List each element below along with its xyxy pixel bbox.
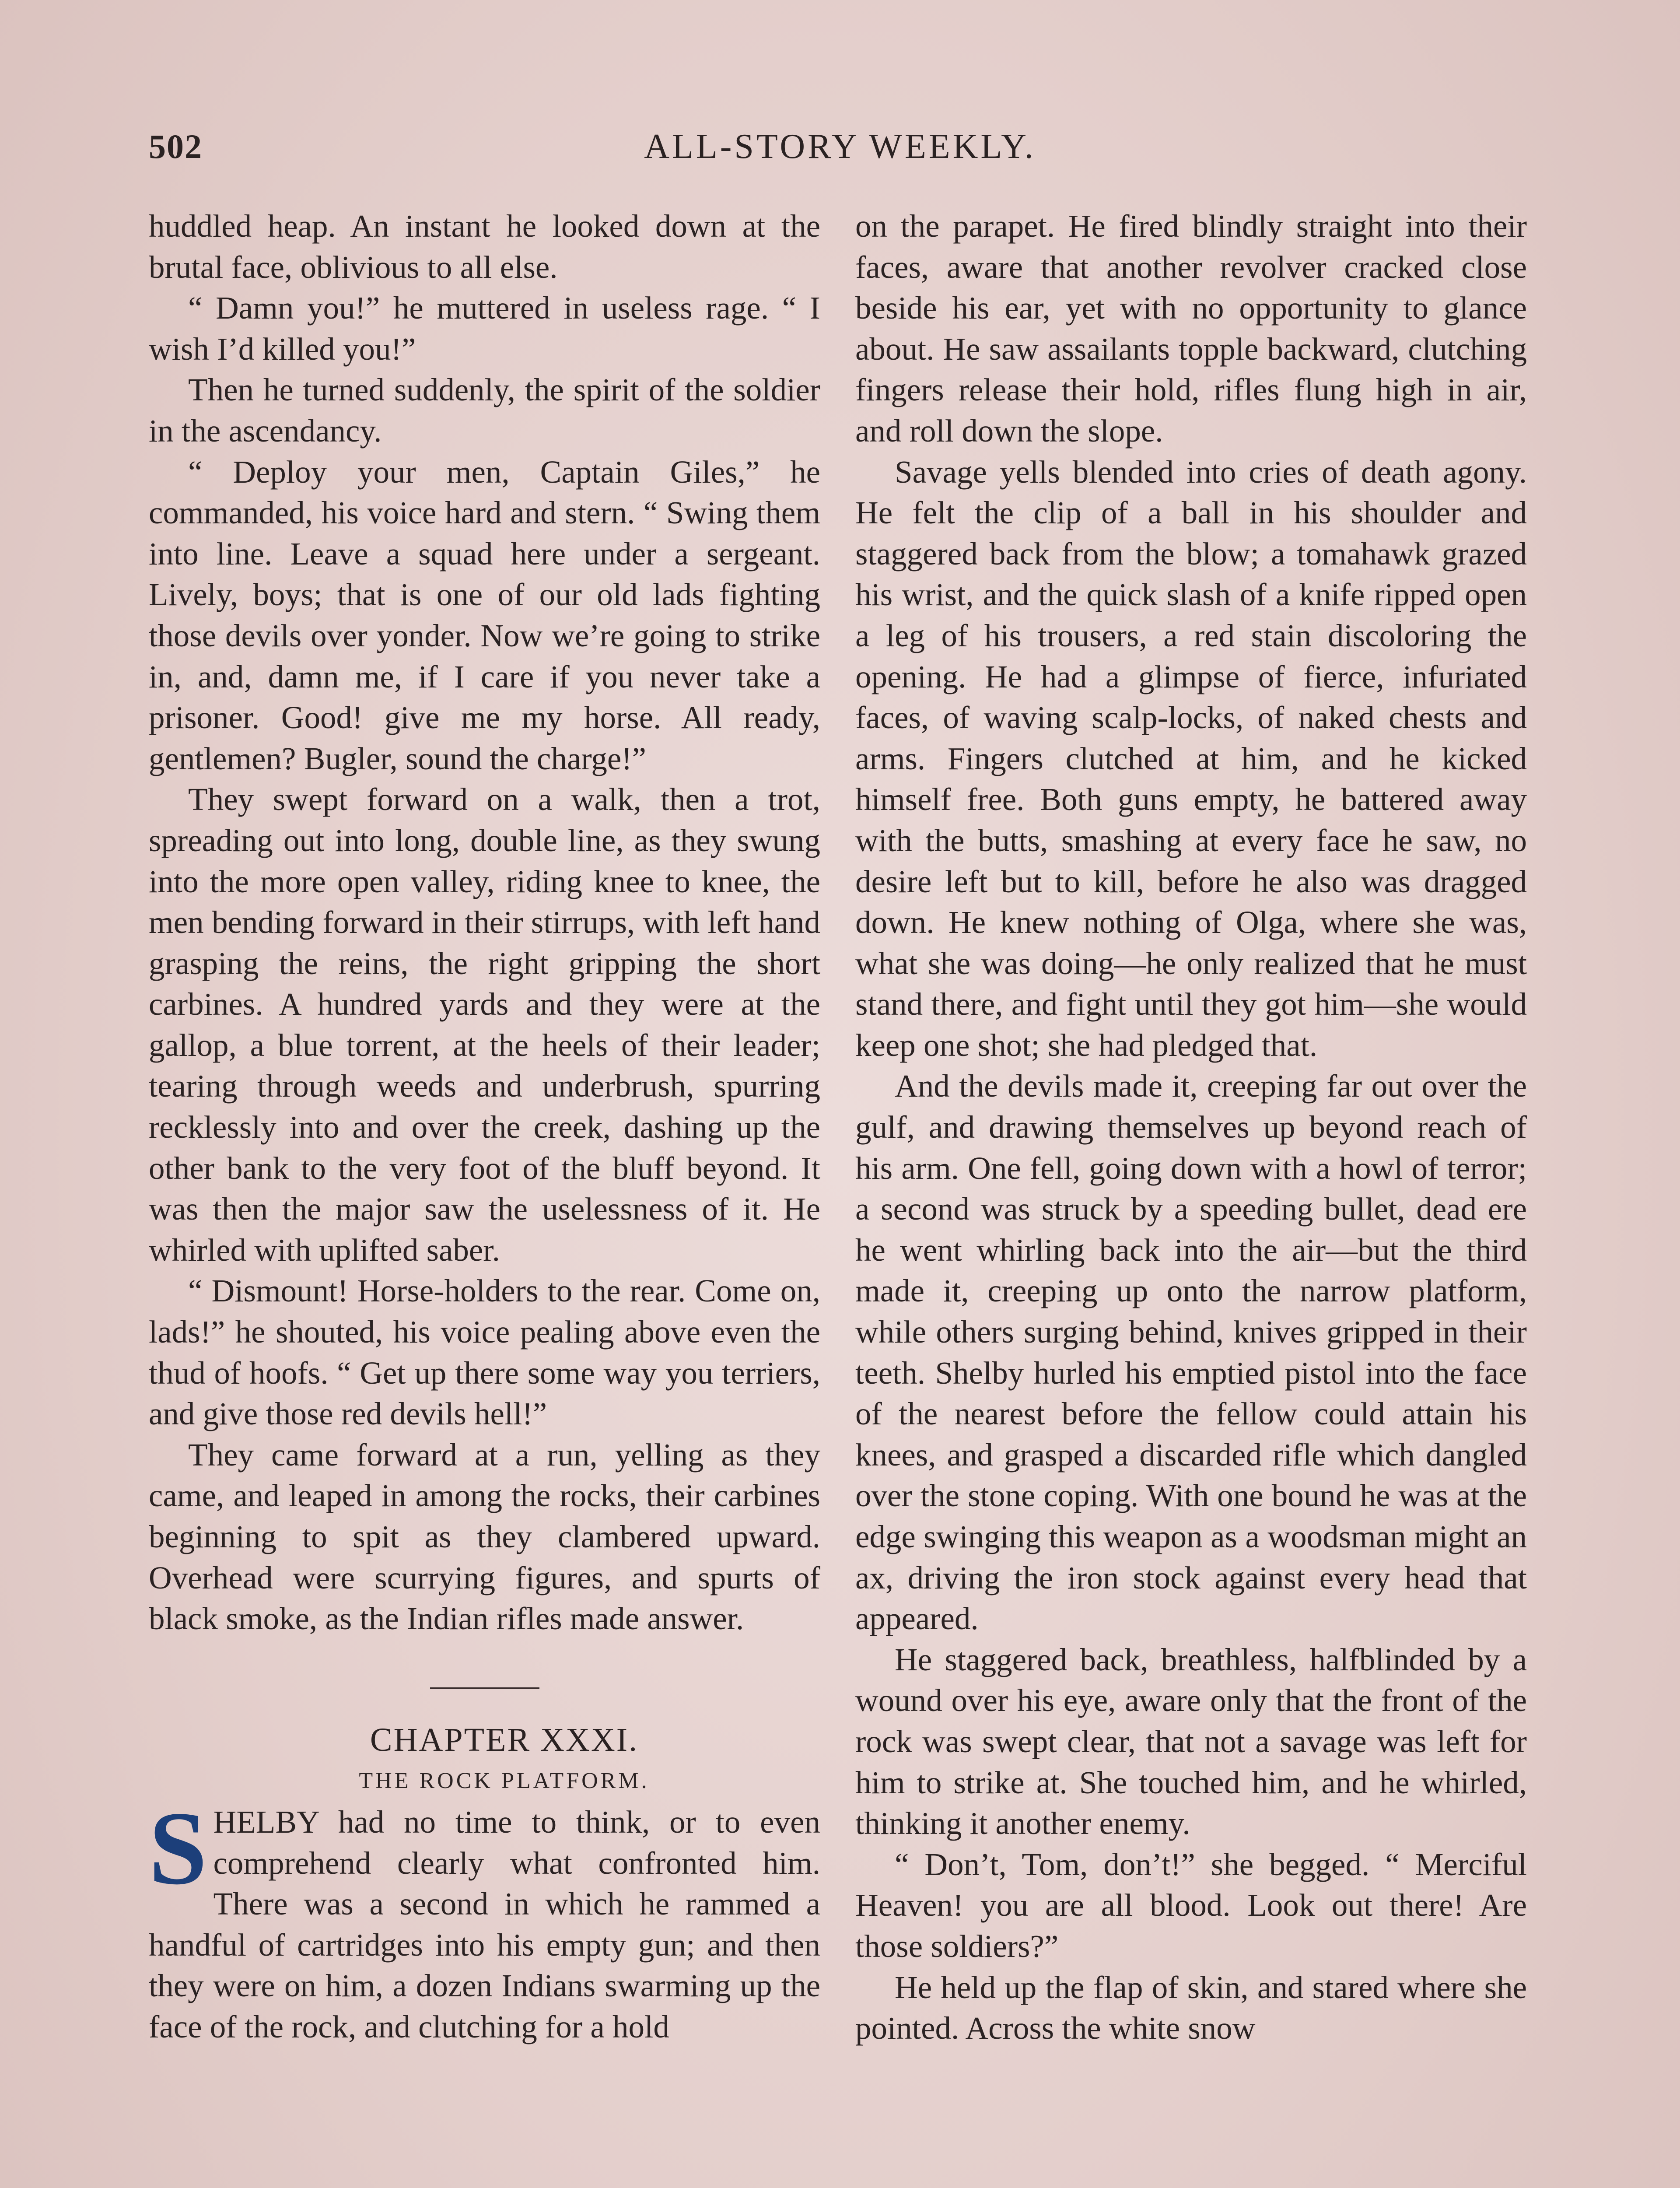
running-head: ALL-STORY WEEKLY. (644, 127, 1036, 166)
paragraph: “ Dismount! Horse-holders to the rear. Come on, lads!” he shouted, his voice pealing above even the thud of hoofs. “ Get up there some way you terriers, and give those red devils hell!” (149, 1273, 820, 1432)
paragraph: They swept forward on a walk, then a trot, spreading out into long, double line, as they swung into the more open valley, riding knee to knee, the men bending forward in their stirrups, with left hand grasping the reins, the right gripping the short carbines. A hundred yards and they were at the gallop, a blue torrent, at the heels of their leader; tearing through weeds and underbrush, spurring recklessly into and over the creek, dashing up the other bank to the very foot of the bluff beyond. It was then the major saw the uselessness of it. He whirled with uplifted saber. (149, 782, 820, 1268)
paragraph: on the parapet. He fired blindly straight into their faces, aware that another revolver cracked close beside his ear, yet with no opportunity to glance about. He saw assailants topple backward, clutching fingers release their hold, rifles flung high in air, and roll down the slope. (855, 208, 1527, 449)
paragraph: He staggered back, breathless, halfblinded by a wound over his eye, aware only that the front of the rock was swept clear, that not a savage was left for him to strike at. She touched him, and he whirled, thinking it another enemy. (855, 1641, 1527, 1841)
paragraph: Then he turned suddenly, the spirit of the soldier in the ascendancy. (149, 372, 820, 449)
paragraph: “ Deploy your men, Captain Giles,” he commanded, his voice hard and stern. “ Swing them into line. Leave a squad here under a sergeant. Lively, boys; that is one of our old lads fighting those devils over yonder. Now we’re going to strike in, and, damn me, if I care if you never take a prisoner. Good! give me my horse. All ready, gentlemen? Bugler, sound the charge!” (149, 454, 820, 776)
paragraph: huddled heap. An instant he looked down at the brutal face, oblivious to all else. (149, 208, 820, 285)
right-column (855, 206, 1527, 2049)
paragraph: And the devils made it, creeping far out over the gulf, and drawing themselves up beyond reach of his arm. One fell, going down with a howl of terror; a second was struck by a speeding bullet, dead ere he went whirling back into the air—but the third made it, creeping up onto the narrow platform, while others surging behind, knives gripped in their teeth. Shelby hurled his emptied pistol into the face of the nearest before the fellow could attain his knees, and grasped a discarded rifle which dangled over the stone coping. With one bound he was at the edge swinging this weapon as a woodsman might an ax, driving the iron stock against every head that appeared. (855, 1068, 1527, 1637)
section-divider (430, 1687, 539, 1689)
chapter-heading: CHAPTER XXXI. (370, 1721, 639, 1758)
paragraph: They came forward at a run, yelling as they came, and leaped in among the rocks, their carbines beginning to spit as they clambered upward. Overhead were scurrying figures, and spurts of black smoke, as the Indian rifles made answer. (149, 1437, 820, 1637)
chapter-opening-text: HELBY had no time to think, or to even comprehend clearly what confronted him. There was a second in which he rammed a handful of cartridges into his empty gun; and then they were on him, a dozen Indians swarming up the face of the rock, and clutching for a hold (149, 1804, 820, 2044)
paragraph: “ Damn you!” he muttered in useless rage. “ I wish I’d killed you!” (149, 290, 820, 367)
paragraph: He held up the flap of skin, and stared where she pointed. Across the white snow (855, 1969, 1527, 2046)
paragraph: Savage yells blended into cries of death agony. He felt the clip of a ball in his shoulder and staggered back from the blow; a tomahawk grazed his wrist, and the quick slash of a knife ripped open a leg of his trousers, a red stain discoloring the opening. He had a glimpse of fierce, infuriated faces, of waving scalp-locks, of naked chests and arms. Fingers clutched at him, and he kicked himself free. Both guns empty, he battered away with the butts, smashing at every face he saw, no desire left but to kill, before he also was dragged down. He knew nothing of Olga, where she was, what she was doing—he only realized that he must stand there, and fight until they got him—she would keep one shot; she had pledged that. (855, 454, 1527, 1063)
drop-cap: S (149, 1789, 207, 1906)
page-number: 502 (149, 127, 203, 165)
chapter-opening-paragraph (149, 1789, 820, 2048)
left-column (149, 206, 820, 2048)
chapter-subtitle: THE ROCK PLATFORM. (359, 1768, 650, 1794)
paragraph: “ Don’t, Tom, don’t!” she begged. “ Merciful Heaven! you are all blood. Look out there! Are those soldiers?” (855, 1846, 1527, 1964)
